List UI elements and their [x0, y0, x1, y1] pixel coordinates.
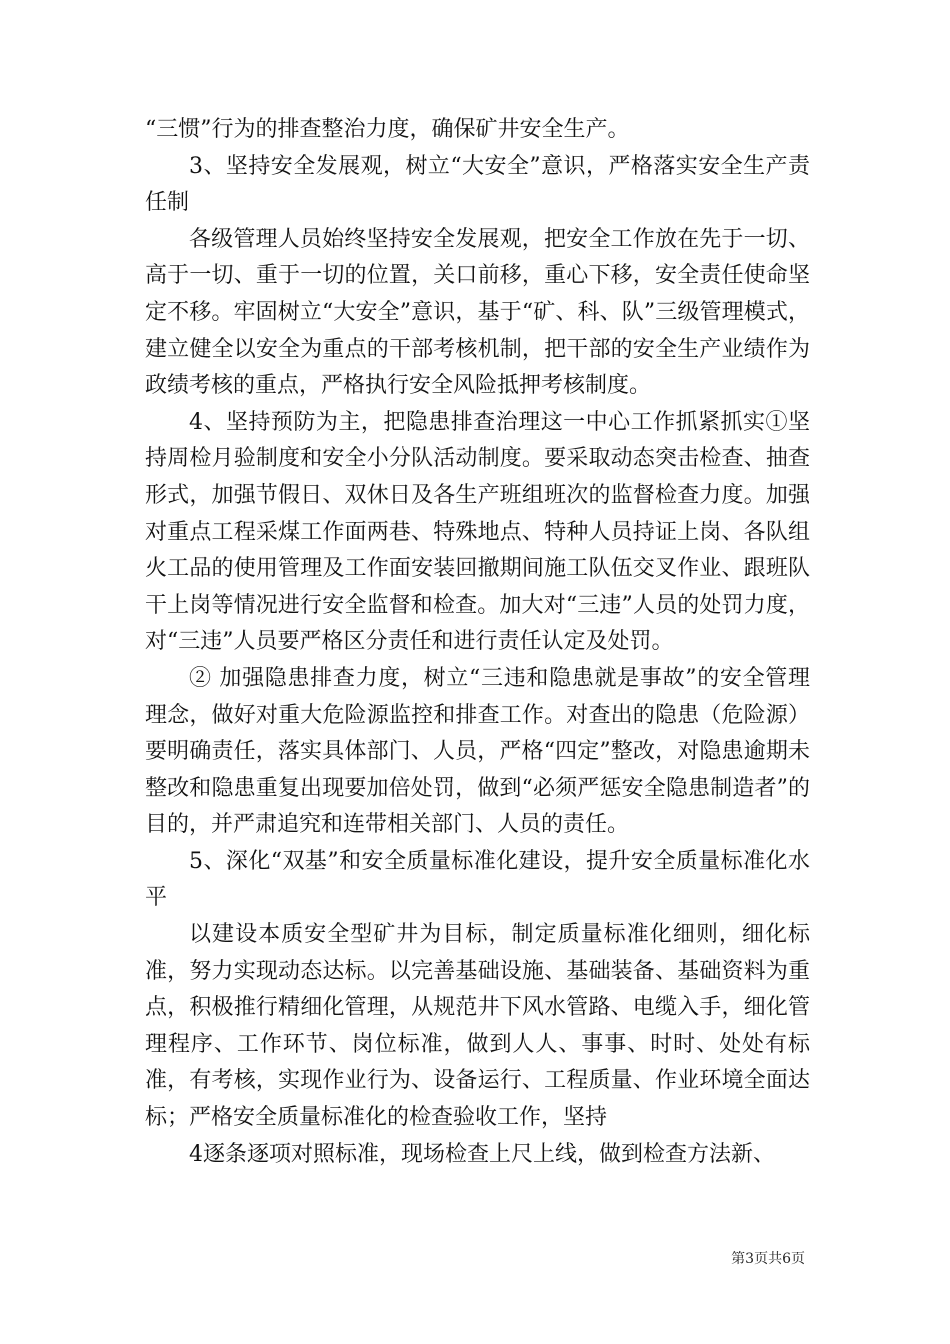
paragraph-1: “三惯”行为的排查整治力度，确保矿井安全生产。	[145, 117, 630, 142]
paragraph-7: 以建设本质安全型矿井为目标，制定质量标准化细则，细化标准，努力实现动态达标。以完善基础设施、基础装备、基础资料为重点，积极推行精细化管理，从规范井下风水管路、电缆入手，细化管理程序、工作环节、岗位标准，做到人人、事事、时时、处处有标准，有考核，实现作业行为、设备运行、工程质量、作业环境全面达标；严格安全质量标准化的检查验收工作，坚持	[145, 922, 810, 1131]
paragraph-8: 4逐条逐项对照标准，现场检查上尺上线，做到检查方法新、	[189, 1141, 775, 1167]
page-number-footer: 第3页共6页	[731, 1251, 805, 1267]
paragraph-6: 5、深化“双基”和安全质量标准化建设，提升安全质量标准化水平	[145, 848, 810, 911]
document-body	[145, 112, 810, 1173]
paragraph-3: 各级管理人员始终坚持安全发展观，把安全工作放在先于一切、高于一切、重于一切的位置，关口前移，重心下移，安全责任使命坚定不移。牢固树立“大安全”意识，基于“矿、科、队”三级管理模式，建立健全以安全为重点的干部考核机制，把干部的安全生产业绩作为政绩考核的重点，严格执行安全风险抵押考核制度。	[145, 226, 810, 399]
paragraph-2: 3、坚持安全发展观，树立“大安全”意识，严格落实安全生产责任制	[145, 153, 810, 216]
paragraph-5: ② 加强隐患排查力度，树立“三违和隐患就是事故”的安全管理理念，做好对重大危险源监控和排查工作。对查出的隐患（危险源）要明确责任，落实具体部门、人员，严格“四定”整改，对隐患逾期未整改和隐患重复出现要加倍处罚，做到“必须严惩安全隐患制造者”的目的，并严肃追究和连带相关部门、人员的责任。	[145, 665, 810, 838]
paragraph-4: 4、坚持预防为主，把隐患排查治理这一中心工作抓紧抓实①坚持周检月验制度和安全小分队活动制度。要采取动态突击检查、抽查形式，加强节假日、双休日及各生产班组班次的监督检查力度。加强对重点工程采煤工作面两巷、特殊地点、特种人员持证上岗、各队组火工品的使用管理及工作面安装回撤期间施工队伍交叉作业、跟班队干上岗等情况进行安全监督和检查。加大对“三违”人员的处罚力度，对“三违”人员要严格区分责任和进行责任认定及处罚。	[145, 409, 810, 655]
